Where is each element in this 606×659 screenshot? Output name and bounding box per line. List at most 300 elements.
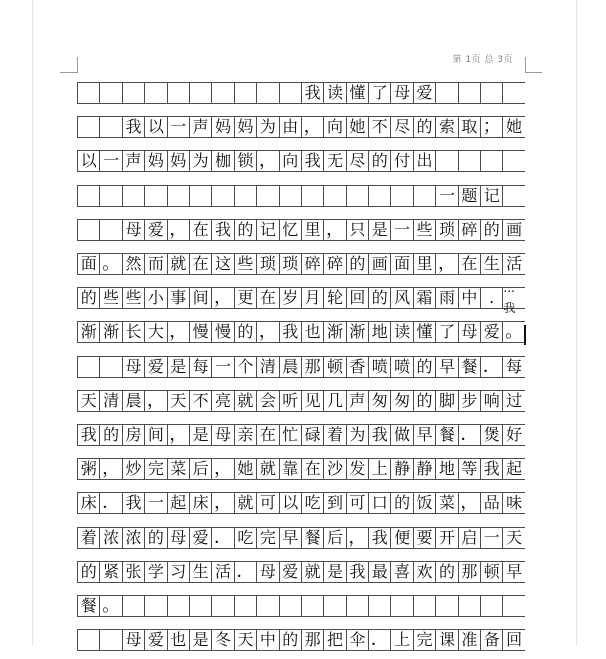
grid-cell: 只 (347, 220, 369, 240)
grid-cell (302, 186, 324, 206)
grid-cell: 中 (257, 630, 279, 650)
grid-cell: 活 (212, 562, 234, 582)
grid-cell (369, 596, 391, 616)
grid-cell: 是 (190, 630, 212, 650)
grid-cell: 的 (100, 425, 122, 445)
grid-cell: 要 (414, 528, 436, 548)
grid-cell: 懂 (414, 322, 436, 342)
grid-cell: 味 (503, 493, 525, 513)
grid-cell: ...我 (503, 288, 525, 308)
grid-cell: ． (100, 493, 122, 513)
grid-cell: 大 (145, 322, 167, 342)
grid-cell: 记 (481, 186, 503, 206)
grid-cell: 最 (369, 562, 391, 582)
grid-cell: 些 (123, 288, 145, 308)
grid-cell (347, 596, 369, 616)
grid-cell: 上 (391, 630, 413, 650)
grid-cell: ． (235, 562, 257, 582)
grid-cell: 画 (369, 254, 391, 274)
grid-cell: 爱 (190, 528, 212, 548)
grid-cell: 的 (391, 493, 413, 513)
grid-cell: 母 (123, 220, 145, 240)
left-margin-guide (32, 0, 33, 646)
grid-cell: 喷 (391, 357, 413, 377)
grid-cell: 靠 (280, 459, 302, 479)
grid-cell: 我 (123, 493, 145, 513)
grid-cell: 这 (212, 254, 234, 274)
grid-cell: 清 (100, 391, 122, 411)
grid-cell: 琐 (436, 220, 458, 240)
grid-cell: 每 (503, 357, 525, 377)
grid-cell: 些 (100, 288, 122, 308)
grid-cell: 就 (235, 391, 257, 411)
grid-cell (100, 117, 122, 137)
grid-row (77, 492, 525, 514)
grid-cell (391, 186, 413, 206)
grid-cell (257, 596, 279, 616)
grid-cell: 些 (235, 254, 257, 274)
grid-cell: 就 (235, 493, 257, 513)
grid-cell: 画 (503, 220, 525, 240)
grid-cell (302, 596, 324, 616)
grid-cell: 一 (100, 151, 122, 171)
grid-cell: ， (168, 220, 190, 240)
grid-cell: 声 (123, 151, 145, 171)
grid-cell (78, 117, 100, 137)
grid-cell: 的 (145, 528, 167, 548)
grid-row (77, 424, 525, 446)
grid-cell (235, 186, 257, 206)
grid-cell: 会 (257, 391, 279, 411)
grid-cell: 的 (280, 630, 302, 650)
grid-cell: 的 (347, 254, 369, 274)
grid-cell: 为 (257, 117, 279, 137)
grid-cell (391, 596, 413, 616)
grid-cell: ， (212, 288, 234, 308)
grid-cell: 可 (257, 493, 279, 513)
grid-cell (235, 83, 257, 103)
grid-cell: ， (145, 391, 167, 411)
grid-cell (481, 151, 503, 171)
grid-cell: 锁 (235, 151, 257, 171)
grid-cell: 完 (257, 528, 279, 548)
crop-mark-top-left-h (60, 72, 77, 73)
grid-cell: 琐 (280, 254, 302, 274)
grid-cell: 活 (503, 254, 525, 274)
grid-cell: 妈 (168, 151, 190, 171)
grid-cell: 母 (391, 83, 413, 103)
grid-cell: 好 (503, 425, 525, 445)
grid-cell: 我 (123, 117, 145, 137)
grid-cell: 起 (503, 459, 525, 479)
grid-cell (190, 83, 212, 103)
grid-cell (459, 83, 481, 103)
grid-cell: 碎 (459, 220, 481, 240)
grid-cell: 餐 (78, 596, 100, 616)
grid-cell: 无 (324, 151, 346, 171)
grid-cell (212, 186, 234, 206)
grid-cell (503, 83, 525, 103)
grid-cell (190, 596, 212, 616)
grid-cell: 她 (235, 459, 257, 479)
grid-cell: . (481, 288, 503, 308)
grid-cell: 长 (123, 322, 145, 342)
grid-cell: 渐 (100, 322, 122, 342)
grid-cell: 匆 (369, 391, 391, 411)
manuscript-grid-paper (77, 79, 525, 659)
grid-cell: 粥 (78, 459, 100, 479)
grid-cell (369, 186, 391, 206)
grid-cell: 在 (190, 254, 212, 274)
grid-row (77, 82, 525, 104)
grid-cell: 。 (100, 254, 122, 274)
grid-cell: 。 (503, 322, 525, 342)
grid-cell: 清 (257, 357, 279, 377)
grid-cell: 霜 (414, 288, 436, 308)
grid-cell: 碎 (302, 254, 324, 274)
grid-cell: 那 (302, 357, 324, 377)
grid-cell: 就 (257, 459, 279, 479)
grid-cell (414, 596, 436, 616)
grid-cell (100, 220, 122, 240)
grid-cell: ， (212, 459, 234, 479)
grid-cell: 天 (235, 630, 257, 650)
grid-cell: 把 (324, 630, 346, 650)
grid-cell: 岁 (280, 288, 302, 308)
grid-cell: 亮 (212, 391, 234, 411)
grid-cell: 慢 (212, 322, 234, 342)
grid-cell: 的 (78, 288, 100, 308)
grid-cell: 着 (324, 425, 346, 445)
grid-cell: 我 (347, 562, 369, 582)
grid-cell: ， (168, 322, 190, 342)
grid-cell: 声 (190, 117, 212, 137)
grid-cell: 菜 (436, 493, 458, 513)
grid-cell: 紧 (100, 562, 122, 582)
grid-cell: 渐 (324, 322, 346, 342)
grid-row (77, 219, 525, 241)
grid-row (77, 253, 525, 275)
grid-cell: 天 (503, 528, 525, 548)
grid-cell: 了 (436, 322, 458, 342)
grid-cell: 我 (212, 220, 234, 240)
grid-cell: 间 (190, 288, 212, 308)
grid-cell: 启 (459, 528, 481, 548)
grid-cell: 品 (481, 493, 503, 513)
grid-cell: 读 (324, 83, 346, 103)
grid-cell: 课 (436, 630, 458, 650)
grid-cell: 母 (123, 630, 145, 650)
grid-cell: 香 (347, 357, 369, 377)
grid-cell: 爱 (145, 630, 167, 650)
grid-cell (212, 596, 234, 616)
grid-cell: 学 (145, 562, 167, 582)
grid-cell: 的 (436, 562, 458, 582)
grid-cell: ． (369, 630, 391, 650)
grid-cell: 一 (168, 117, 190, 137)
grid-cell: 她 (503, 117, 525, 137)
grid-cell: 早 (503, 562, 525, 582)
grid-cell (257, 186, 279, 206)
grid-cell: ． (481, 357, 503, 377)
grid-cell: 的 (235, 220, 257, 240)
grid-cell (78, 83, 100, 103)
grid-cell: ． (212, 528, 234, 548)
grid-cell: 吃 (235, 528, 257, 548)
grid-cell (436, 596, 458, 616)
grid-cell: ． (459, 425, 481, 445)
grid-row (77, 356, 525, 378)
grid-cell (280, 83, 302, 103)
grid-cell (503, 186, 525, 206)
grid-cell: 爱 (414, 83, 436, 103)
grid-cell: ， (168, 425, 190, 445)
grid-row (77, 281, 525, 316)
grid-cell: 不 (190, 391, 212, 411)
grid-cell: 到 (324, 493, 346, 513)
grid-cell: 里 (302, 220, 324, 240)
grid-cell: 备 (481, 630, 503, 650)
grid-cell: 听 (280, 391, 302, 411)
grid-cell (481, 596, 503, 616)
grid-cell: 碎 (324, 254, 346, 274)
grid-cell: 步 (459, 391, 481, 411)
grid-cell: ， (459, 493, 481, 513)
text-cursor (524, 325, 526, 345)
grid-cell: 地 (369, 322, 391, 342)
grid-cell: 些 (414, 220, 436, 240)
grid-cell: 完 (145, 459, 167, 479)
grid-cell: 脚 (436, 391, 458, 411)
grid-cell: 在 (257, 288, 279, 308)
grid-row (77, 185, 525, 207)
grid-cell: 向 (324, 117, 346, 137)
grid-cell: 地 (436, 459, 458, 479)
grid-cell: 后 (190, 459, 212, 479)
grid-cell: 着 (78, 528, 100, 548)
grid-cell (123, 186, 145, 206)
grid-cell: ， (347, 528, 369, 548)
crop-mark-top-right-h (525, 72, 542, 73)
grid-cell: 为 (347, 425, 369, 445)
grid-cell: 爱 (145, 357, 167, 377)
grid-cell: 渐 (347, 322, 369, 342)
grid-cell: ， (302, 117, 324, 137)
grid-row (77, 527, 525, 549)
grid-cell: 不 (369, 117, 391, 137)
grid-cell: 也 (302, 322, 324, 342)
grid-cell: 了 (369, 83, 391, 103)
grid-cell (414, 186, 436, 206)
grid-cell: 煲 (481, 425, 503, 445)
grid-cell (459, 151, 481, 171)
grid-cell: 在 (257, 425, 279, 445)
grid-cell: 浓 (123, 528, 145, 548)
grid-cell: 的 (369, 288, 391, 308)
crop-mark-top-right-v (525, 57, 526, 73)
grid-cell: 而 (145, 254, 167, 274)
grid-cell: 琐 (257, 254, 279, 274)
grid-row (77, 561, 525, 583)
grid-cell (145, 83, 167, 103)
grid-cell: 中 (459, 288, 481, 308)
grid-cell: 慢 (190, 322, 212, 342)
grid-cell: 就 (168, 254, 190, 274)
grid-cell: 顿 (324, 357, 346, 377)
grid-cell: 后 (324, 528, 346, 548)
grid-cell: ， (257, 322, 279, 342)
grid-cell: 炒 (123, 459, 145, 479)
grid-cell (436, 151, 458, 171)
grid-cell: 一 (436, 186, 458, 206)
grid-cell: 以 (78, 151, 100, 171)
grid-cell: 母 (257, 562, 279, 582)
grid-cell (123, 83, 145, 103)
grid-cell: 习 (168, 562, 190, 582)
grid-cell: 餐 (459, 357, 481, 377)
grid-cell: 忙 (280, 425, 302, 445)
grid-cell: 爱 (280, 562, 302, 582)
grid-cell: 过 (503, 391, 525, 411)
grid-cell (100, 186, 122, 206)
grid-cell: ， (257, 151, 279, 171)
grid-cell: 回 (347, 288, 369, 308)
grid-cell: 以 (280, 493, 302, 513)
grid-cell: 忆 (280, 220, 302, 240)
grid-cell: 小 (145, 288, 167, 308)
grid-cell: 一 (145, 493, 167, 513)
grid-cell: 我 (78, 425, 100, 445)
grid-cell: 是 (190, 425, 212, 445)
grid-cell: 我 (481, 459, 503, 479)
grid-cell (78, 630, 100, 650)
grid-cell (100, 630, 122, 650)
grid-cell (190, 186, 212, 206)
grid-cell: 母 (459, 322, 481, 342)
grid-cell: 懂 (347, 83, 369, 103)
grid-cell (78, 220, 100, 240)
grid-cell: 她 (347, 117, 369, 137)
grid-cell: 间 (145, 425, 167, 445)
grid-cell: ， (100, 459, 122, 479)
grid-cell: 我 (280, 322, 302, 342)
grid-cell: 面 (78, 254, 100, 274)
grid-cell: ， (324, 220, 346, 240)
grid-cell (503, 596, 525, 616)
grid-cell: 为 (190, 151, 212, 171)
grid-cell (145, 596, 167, 616)
grid-cell: 菜 (168, 459, 190, 479)
grid-cell: 喜 (391, 562, 413, 582)
grid-cell: 碌 (302, 425, 324, 445)
grid-cell: 尽 (347, 151, 369, 171)
grid-cell (78, 357, 100, 377)
grid-cell (168, 186, 190, 206)
grid-cell (347, 186, 369, 206)
grid-cell: 爱 (145, 220, 167, 240)
grid-cell: 餐 (436, 425, 458, 445)
grid-cell: 沙 (324, 459, 346, 479)
grid-cell: 在 (302, 459, 324, 479)
grid-cell: 准 (459, 630, 481, 650)
grid-cell: 渐 (78, 322, 100, 342)
grid-cell (257, 83, 279, 103)
grid-cell: 起 (168, 493, 190, 513)
grid-cell: 的 (414, 117, 436, 137)
grid-cell: 上 (369, 459, 391, 479)
grid-row (77, 629, 525, 651)
grid-cell: 床 (190, 493, 212, 513)
grid-cell: ， (436, 254, 458, 274)
grid-cell: 房 (123, 425, 145, 445)
grid-cell: 我 (302, 83, 324, 103)
grid-cell: 便 (391, 528, 413, 548)
grid-cell: 就 (302, 562, 324, 582)
grid-cell: 出 (414, 151, 436, 171)
grid-cell: 做 (391, 425, 413, 445)
grid-cell: 取 (459, 117, 481, 137)
grid-cell: 早 (414, 425, 436, 445)
grid-row (77, 458, 525, 480)
grid-cell: 记 (257, 220, 279, 240)
grid-cell: 开 (436, 528, 458, 548)
grid-cell: 晨 (123, 391, 145, 411)
grid-cell: 回 (503, 630, 525, 650)
grid-cell (78, 186, 100, 206)
grid-cell: 餐 (302, 528, 324, 548)
grid-row (77, 390, 525, 412)
grid-cell: 生 (481, 254, 503, 274)
grid-cell: 浓 (100, 528, 122, 548)
grid-cell: 向 (280, 151, 302, 171)
grid-cell: 枷 (212, 151, 234, 171)
grid-cell: 天 (168, 391, 190, 411)
grid-cell: 床 (78, 493, 100, 513)
grid-cell: 我 (369, 425, 391, 445)
grid-cell: 晨 (280, 357, 302, 377)
grid-cell: 是 (369, 220, 391, 240)
grid-cell: 个 (235, 357, 257, 377)
grid-cell: 的 (414, 391, 436, 411)
grid-cell: 早 (280, 528, 302, 548)
grid-cell: 等 (459, 459, 481, 479)
grid-cell: 的 (481, 220, 503, 240)
grid-cell: 我 (369, 528, 391, 548)
grid-cell: 一 (481, 528, 503, 548)
grid-cell: 母 (212, 425, 234, 445)
grid-cell: 那 (459, 562, 481, 582)
crop-mark-top-left-v (77, 57, 78, 73)
grid-cell: 一 (212, 357, 234, 377)
grid-cell: 我 (302, 151, 324, 171)
grid-cell: 吃 (302, 493, 324, 513)
grid-cell: 的 (369, 151, 391, 171)
grid-cell: 喷 (369, 357, 391, 377)
grid-cell: 张 (123, 562, 145, 582)
grid-row (77, 595, 525, 617)
grid-cell: 口 (369, 493, 391, 513)
grid-cell: 也 (168, 630, 190, 650)
grid-cell: 妈 (212, 117, 234, 137)
grid-cell: 早 (436, 357, 458, 377)
grid-cell: 顿 (481, 562, 503, 582)
grid-cell: 天 (78, 391, 100, 411)
grid-cell: 一 (391, 220, 413, 240)
grid-cell: 风 (391, 288, 413, 308)
grid-cell (168, 596, 190, 616)
grid-cell: 是 (324, 562, 346, 582)
grid-cell: 的 (414, 357, 436, 377)
